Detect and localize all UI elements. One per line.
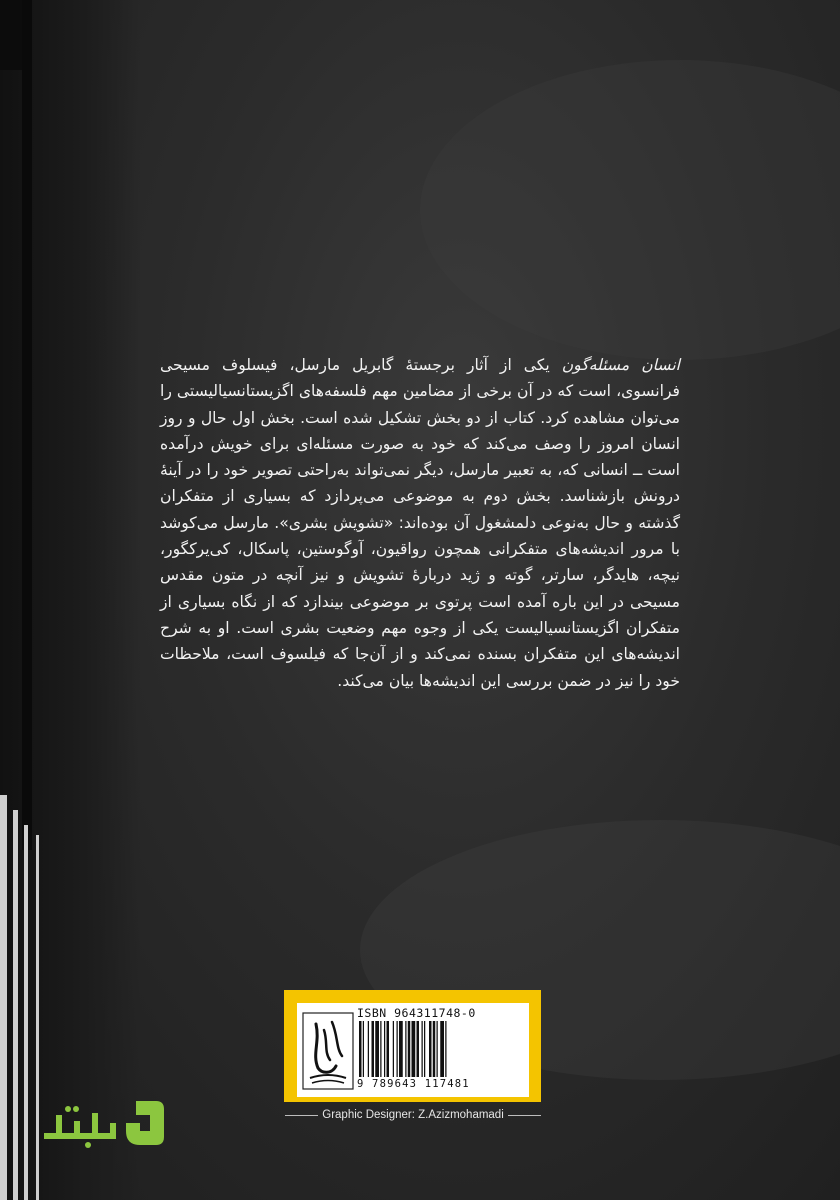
barcode-bar bbox=[445, 1021, 446, 1077]
decor-stripe bbox=[24, 825, 28, 1200]
designer-text: Graphic Designer: Z.Azizmohamadi bbox=[322, 1109, 504, 1121]
barcode-bar bbox=[433, 1021, 436, 1077]
credit-rule bbox=[508, 1115, 541, 1116]
barcode-bar bbox=[375, 1021, 379, 1077]
barcode-bar bbox=[372, 1021, 375, 1077]
barcode-bar bbox=[359, 1021, 362, 1077]
barcode bbox=[357, 1021, 525, 1077]
isbn-label: ISBN 964311748-0 bbox=[357, 1006, 476, 1020]
barcode-bar bbox=[412, 1021, 416, 1077]
decor-stripe bbox=[0, 795, 7, 1200]
barcode-bar bbox=[397, 1021, 398, 1077]
dark-bar bbox=[22, 0, 32, 850]
publisher-logo-icon bbox=[302, 1012, 354, 1090]
isbn-digits: 9 789643 117481 bbox=[357, 1078, 470, 1090]
barcode-bar bbox=[380, 1021, 381, 1077]
designer-credit bbox=[285, 1107, 541, 1123]
background-fold bbox=[420, 60, 840, 360]
barcode-bar bbox=[440, 1021, 444, 1077]
barcode-bar bbox=[405, 1021, 406, 1077]
barcode-bar bbox=[437, 1021, 438, 1077]
barcode-bar bbox=[393, 1021, 394, 1077]
barcode-bar bbox=[368, 1021, 369, 1077]
barcode-bar bbox=[387, 1021, 390, 1077]
credit-rule bbox=[285, 1115, 318, 1116]
top-bar bbox=[0, 0, 22, 70]
book-title-inline: انسان مسئله‌گون bbox=[561, 356, 680, 374]
barcode-bar bbox=[399, 1021, 403, 1077]
barcode-bar bbox=[417, 1021, 420, 1077]
barcode-bar bbox=[408, 1021, 411, 1077]
barcode-bar bbox=[384, 1021, 385, 1077]
left-shadow bbox=[0, 0, 140, 1200]
book-description bbox=[160, 352, 680, 694]
decor-stripe bbox=[13, 810, 18, 1200]
barcode-bar bbox=[429, 1021, 432, 1077]
barcode-bar bbox=[424, 1021, 425, 1077]
ketabrah-logo-icon bbox=[36, 1093, 166, 1153]
barcode-bar bbox=[422, 1021, 423, 1077]
barcode-bar bbox=[363, 1021, 364, 1077]
description-text: یکی از آثار برجستهٔ گابریل مارسل، فیسلوف مسیحی فرانسوی، است که در آن برخی از مضامین مهم فلسفه‌های اگزیستانسیالیستی را می‌توان مشاهده کرد. کتاب از دو بخش تشکیل شده است. بخش اول حال و روز انسان امروز را وصف می‌کند که خود به صورت مسئله‌ای برای خویش درآمده است ــ انسانی که، به تعبیر مارسل، دیگر نمی‌تواند به‌راحتی تصویر خود را در آینهٔ درونش بازشناسد. بخش دوم به موضوعی می‌پردازد که بسیاری از متفکران گذشته و حال به‌نوعی دلمشغول آن بوده‌اند: «تشویش بشری». مارسل می‌کوشد با مرور اندیشه‌های متفکرانی همچون رواقیون، آوگوستین، پاسکال، کی‌یرکگور، نیچه، هایدگر، سارتر، گوته و ژید دربارهٔ تشویش و نیز آنچه در متون مقدس مسیحی در این باره آمده است پرتوی بر موضوعی بیندازد که از نگاه بسیاری از متفکران اگزیستانسیالیست یکی از وجوه مهم وضعیت بشری است. او به شرح اندیشه‌های این متفکران بسنده نمی‌کند و از آن‌جا که فیلسوف است، ملاحظات خود را نیز در ضمن بررسی این اندیشه‌ها بیان می‌کند. bbox=[160, 356, 680, 690]
